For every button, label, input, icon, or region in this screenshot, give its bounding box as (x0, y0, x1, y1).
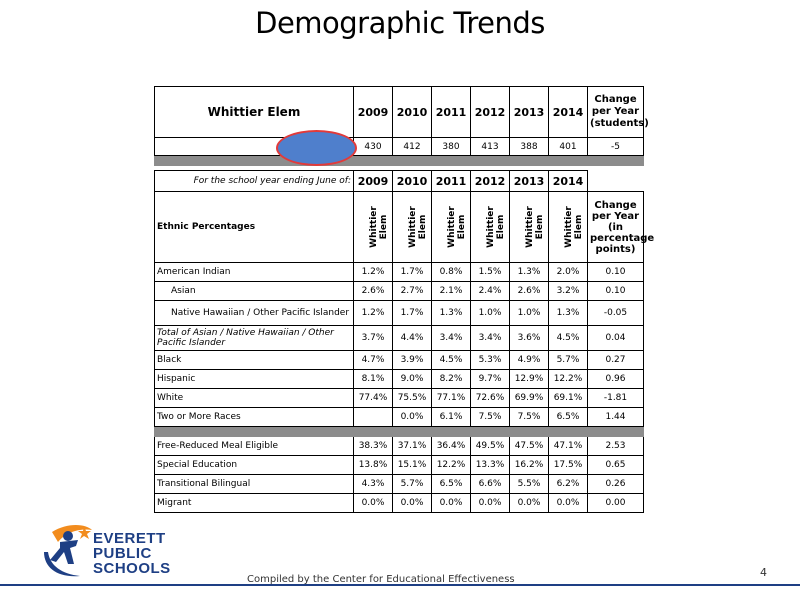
school-year-label: For the school year ending June of: (155, 171, 354, 192)
cell-value: 72.6% (471, 389, 510, 408)
enrollment-value: 401 (549, 138, 588, 156)
cell-value: 47.5% (510, 437, 549, 456)
cell-value: 7.5% (471, 408, 510, 427)
logo-line: SCHOOLS (93, 560, 171, 577)
logo-figure-head (63, 531, 73, 541)
cell-change: -1.81 (588, 389, 644, 408)
cell-value: 1.3% (510, 263, 549, 282)
cell-value: 4.7% (354, 351, 393, 370)
cell-value: 4.5% (432, 351, 471, 370)
cell-value: 4.3% (354, 475, 393, 494)
table-row (155, 351, 644, 370)
cell-value: 47.1% (549, 437, 588, 456)
cell-change: 0.10 (588, 282, 644, 301)
cell-change: 0.65 (588, 456, 644, 475)
cell-value: 69.9% (510, 389, 549, 408)
cell-value: 13.8% (354, 456, 393, 475)
year-header: 2011 (432, 87, 471, 138)
enrollment-value: 430 (354, 138, 393, 156)
logo-figure-body (50, 540, 78, 564)
cell-value: 0.0% (393, 408, 432, 427)
table-row (155, 389, 644, 408)
cell-value: 4.5% (549, 326, 588, 351)
cell-value: 6.5% (549, 408, 588, 427)
cell-value: 1.5% (471, 263, 510, 282)
change-per-year-header: Change per Year (students) (588, 87, 644, 138)
column-school-header: Whittier Elem (393, 192, 432, 263)
cell-value: 38.3% (354, 437, 393, 456)
cell-value: 9.7% (471, 370, 510, 389)
column-school-header: Whittier Elem (354, 192, 393, 263)
row-label: White (155, 389, 354, 408)
enrollment-change: -5 (588, 138, 644, 156)
cell-value: 0.0% (510, 494, 549, 513)
cell-value: 2.4% (471, 282, 510, 301)
cell-value: 3.7% (354, 326, 393, 351)
year-header: 2013 (510, 171, 549, 192)
highlight-oval (276, 130, 357, 166)
table-row (155, 456, 644, 475)
row-label: Black (155, 351, 354, 370)
enrollment-row (155, 138, 644, 156)
logo-text (93, 531, 171, 576)
cell-value: 15.1% (393, 456, 432, 475)
cell-value: 2.6% (510, 282, 549, 301)
cell-value: 8.2% (432, 370, 471, 389)
cell-value: 13.3% (471, 456, 510, 475)
cell-value: 3.4% (432, 326, 471, 351)
table-row (155, 326, 644, 351)
cell-value: 4.4% (393, 326, 432, 351)
year-header: 2009 (354, 87, 393, 138)
cell-value: 1.3% (432, 301, 471, 326)
year-header: 2009 (354, 171, 393, 192)
cell-value: 12.2% (432, 456, 471, 475)
table-row (155, 282, 644, 301)
cell-value: 1.0% (471, 301, 510, 326)
demographics-table (154, 170, 655, 513)
table-row (155, 301, 644, 326)
table-row (155, 370, 644, 389)
row-label: Free-Reduced Meal Eligible (155, 437, 354, 456)
cell-value: 49.5% (471, 437, 510, 456)
cell-value: 1.3% (549, 301, 588, 326)
cell-value: 6.6% (471, 475, 510, 494)
cell-change: 0.00 (588, 494, 644, 513)
cell-change: 0.26 (588, 475, 644, 494)
cell-value: 3.4% (471, 326, 510, 351)
column-school-header: Whittier Elem (432, 192, 471, 263)
table-row (155, 475, 644, 494)
cell-value: 5.3% (471, 351, 510, 370)
row-label: Special Education (155, 456, 354, 475)
cell-change: 0.96 (588, 370, 644, 389)
cell-value: 36.4% (432, 437, 471, 456)
separator-band (155, 427, 644, 437)
cell-value: 0.0% (354, 494, 393, 513)
cell-change: 0.04 (588, 326, 644, 351)
empty-cell (588, 171, 644, 192)
year-header: 2012 (471, 171, 510, 192)
cell-value: 6.1% (432, 408, 471, 427)
cell-value: 2.6% (354, 282, 393, 301)
cell-value: 4.9% (510, 351, 549, 370)
cell-change: 1.44 (588, 408, 644, 427)
separator-band (155, 156, 644, 166)
table-row (155, 408, 644, 427)
year-header: 2014 (549, 171, 588, 192)
enrollment-value: 412 (393, 138, 432, 156)
cell-value: 3.9% (393, 351, 432, 370)
table-row (155, 494, 644, 513)
table-row (155, 437, 644, 456)
table-row (155, 263, 644, 282)
cell-value: 17.5% (549, 456, 588, 475)
cell-value: 69.1% (549, 389, 588, 408)
column-school-header: Whittier Elem (471, 192, 510, 263)
cell-value: 16.2% (510, 456, 549, 475)
enrollment-value: 388 (510, 138, 549, 156)
row-label: Transitional Bilingual (155, 475, 354, 494)
ethnic-percentages-header: Ethnic Percentages (155, 192, 354, 263)
cell-value: 5.7% (393, 475, 432, 494)
cell-value: 1.2% (354, 263, 393, 282)
cell-value: 6.5% (432, 475, 471, 494)
row-label: Migrant (155, 494, 354, 513)
logo-line: PUBLIC (93, 545, 152, 562)
column-school-header: Whittier Elem (510, 192, 549, 263)
cell-value: 3.6% (510, 326, 549, 351)
cell-value: 6.2% (549, 475, 588, 494)
pct-change-header: Change per Year (in percentage points) (588, 192, 644, 263)
cell-change: -0.05 (588, 301, 644, 326)
cell-value: 0.8% (432, 263, 471, 282)
school-name: Whittier Elem (155, 87, 354, 138)
cell-value: 1.7% (393, 301, 432, 326)
enrollment-value: 380 (432, 138, 471, 156)
cell-value: 1.7% (393, 263, 432, 282)
cell-change: 2.53 (588, 437, 644, 456)
cell-value: 1.2% (354, 301, 393, 326)
cell-value: 75.5% (393, 389, 432, 408)
cell-value: 2.1% (432, 282, 471, 301)
cell-change: 0.10 (588, 263, 644, 282)
cell-value: 0.0% (471, 494, 510, 513)
enrollment-value: 413 (471, 138, 510, 156)
logo-swoosh-blue (44, 552, 80, 576)
footer-text: Compiled by the Center for Educational Effectiveness (247, 574, 515, 585)
year-header: 2012 (471, 87, 510, 138)
year-header: 2013 (510, 87, 549, 138)
row-label: Total of Asian / Native Hawaiian / Other Pacific Islander (155, 326, 354, 351)
cell-value: 0.0% (549, 494, 588, 513)
cell-change: 0.27 (588, 351, 644, 370)
cell-value: 0.0% (432, 494, 471, 513)
year-header: 2011 (432, 171, 471, 192)
cell-value: 7.5% (510, 408, 549, 427)
enrollment-table (154, 86, 649, 166)
cell-value: 3.2% (549, 282, 588, 301)
cell-value: 2.7% (393, 282, 432, 301)
cell-value: 5.5% (510, 475, 549, 494)
year-header: 2010 (393, 87, 432, 138)
year-header: 2010 (393, 171, 432, 192)
row-label: Hispanic (155, 370, 354, 389)
cell-value: 0.0% (393, 494, 432, 513)
cell-value: 12.2% (549, 370, 588, 389)
logo-line: EVERETT (93, 530, 166, 547)
cell-value: 9.0% (393, 370, 432, 389)
cell-value: 8.1% (354, 370, 393, 389)
cell-value: 1.0% (510, 301, 549, 326)
slide-title: Demographic Trends (255, 6, 545, 40)
year-header: 2014 (549, 87, 588, 138)
row-label: Native Hawaiian / Other Pacific Islander (155, 301, 354, 326)
row-label: Asian (155, 282, 354, 301)
page-number: 4 (760, 566, 767, 579)
row-label: American Indian (155, 263, 354, 282)
row-label: Two or More Races (155, 408, 354, 427)
cell-value: 12.9% (510, 370, 549, 389)
cell-value: 2.0% (549, 263, 588, 282)
cell-value: 37.1% (393, 437, 432, 456)
column-school-header: Whittier Elem (549, 192, 588, 263)
cell-value: 77.1% (432, 389, 471, 408)
cell-value: 5.7% (549, 351, 588, 370)
cell-value (354, 408, 393, 427)
cell-value: 77.4% (354, 389, 393, 408)
